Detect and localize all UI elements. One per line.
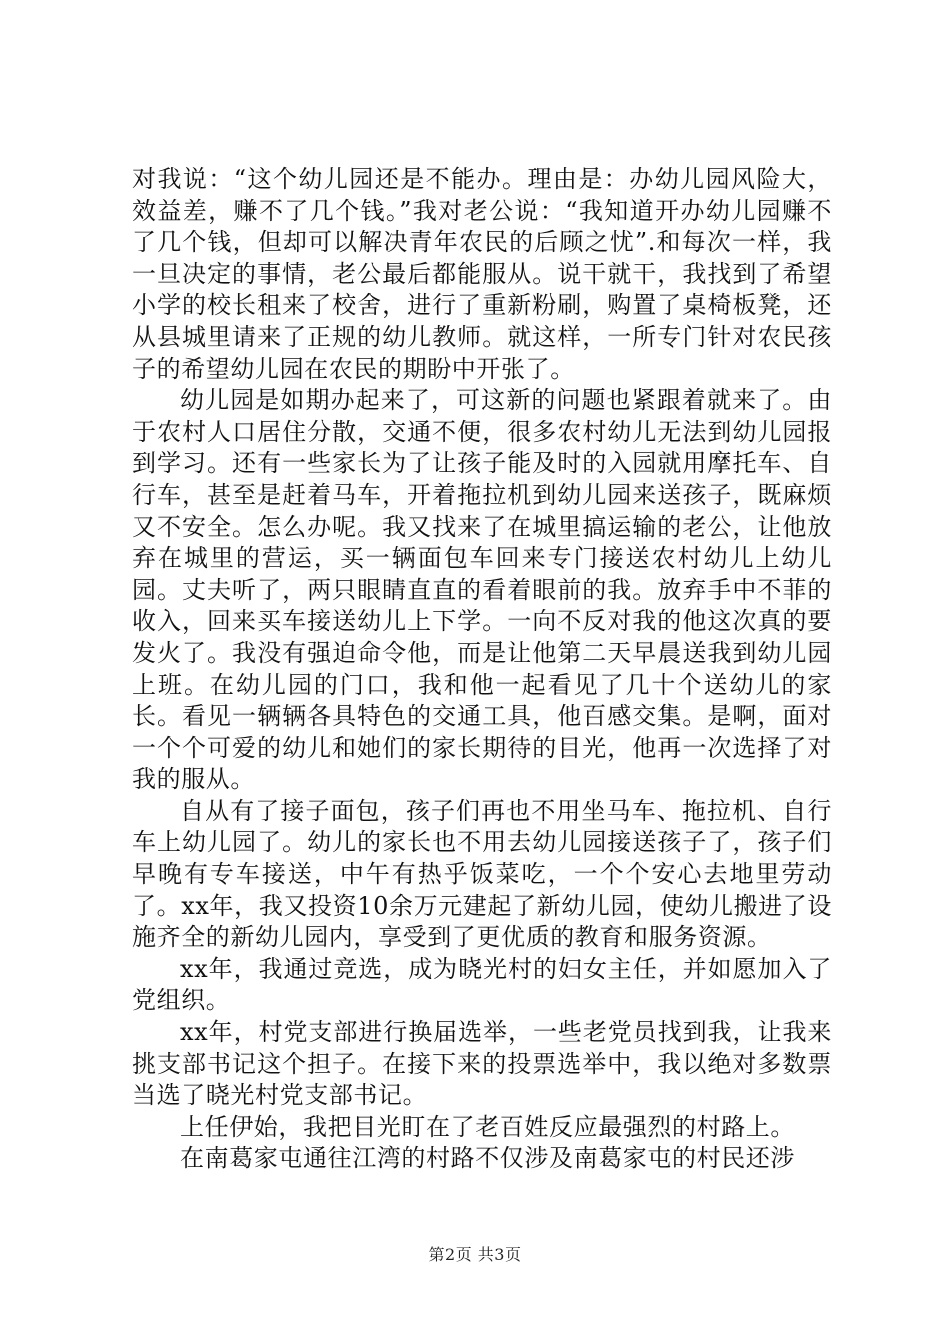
paragraph-5: xx年，村党支部进行换届选举，一些老党员找到我，让我来挑支部书记这个担子。在接下来的投票选举中，我以绝对多数票当选了晓光村党支部书记。: [132, 1018, 832, 1110]
paragraph-1: 对我说：“这个幼儿园还是不能办。理由是：办幼儿园风险大，效益差，赚不了几个钱。”我对老公说：“我知道开办幼儿园赚不了几个钱，但却可以解决青年农民的后顾之忧”.和每次一样，我一旦决定的事情，老公最后都能服从。说干就干，我找到了希望小学的校长租来了校舍，进行了重新粉刷，购置了桌椅板凳，还从县城里请来了正规的幼儿教师。就这样，一所专门针对农民孩子的希望幼儿园在农民的期盼中开张了。: [132, 165, 832, 383]
paragraph-6: 上任伊始，我把目光盯在了老百姓反应最强烈的村路上。: [180, 1112, 795, 1141]
paragraph-7: 在南葛家屯通往江湾的村路不仅涉及南葛家屯的村民还涉: [180, 1144, 795, 1173]
paragraph-3: 自从有了接子面包，孩子们再也不用坐马车、拖拉机、自行车上幼儿园了。幼儿的家长也不用去幼儿园接送孩子了，孩子们早晚有专车接送，中午有热乎饭菜吃，一个个安心去地里劳动了。xx年，我又投资10余万元建起了新幼儿园，使幼儿搬进了设施齐全的新幼儿园内，享受到了更优质的教育和服务资源。: [132, 796, 832, 952]
page-number-footer: 第2页 共3页: [428, 1245, 522, 1264]
document-body: [132, 164, 832, 1175]
paragraph-2: 幼儿园是如期办起来了，可这新的问题也紧跟着就来了。由于农村人口居住分散，交通不便，很多农村幼儿无法到幼儿园报到学习。还有一些家长为了让孩子能及时的入园就用摩托车、自行车，甚至是赶着马车，开着拖拉机到幼儿园来送孩子，既麻烦又不安全。怎么办呢。我又找来了在城里搞运输的老公，让他放弃在城里的营运，买一辆面包车回来专门接送农村幼儿上幼儿园。丈夫听了，两只眼睛直直的看着眼前的我。放弃手中不菲的收入，回来买车接送幼儿上下学。一向不反对我的他这次真的要发火了。我没有强迫命令他，而是让他第二天早晨送我到幼儿园上班。在幼儿园的门口，我和他一起看见了几十个送幼儿的家长。看见一辆辆各具特色的交通工具，他百感交集。是啊，面对一个个可爱的幼儿和她们的家长期待的目光，他再一次选择了对我的服从。: [132, 386, 832, 794]
paragraph-4: xx年，我通过竞选，成为晓光村的妇女主任，并如愿加入了党组织。: [132, 954, 832, 1015]
